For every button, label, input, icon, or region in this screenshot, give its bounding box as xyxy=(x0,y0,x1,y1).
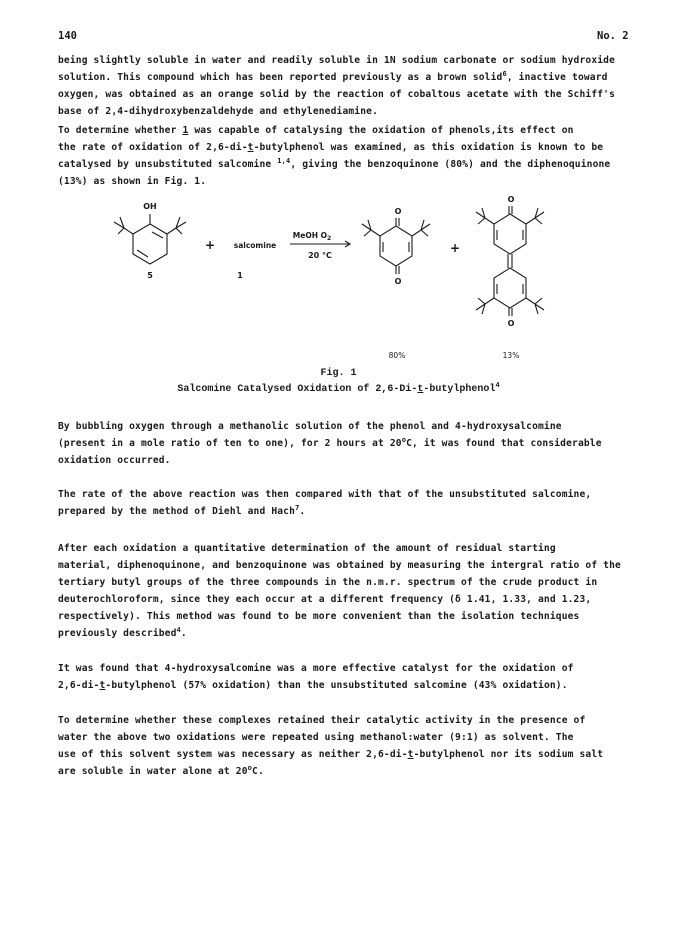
text-line: previously described$^4$. xyxy=(58,626,187,639)
text-line: catalysed by unsubstituted salcomine $^{1,4}$, giving the benzoquinone (80%) and the diphenoquinone xyxy=(58,157,611,170)
o-label: O xyxy=(394,207,402,216)
text-line: the rate of oxidation of 2,6-di-t-butylphenol was examined, as this oxidation is known to be xyxy=(58,142,604,153)
text-line: To determine whether 1 was capable of catalysing the oxidation of phenols,its effect on xyxy=(58,125,574,136)
o-label: O xyxy=(394,277,402,286)
temperature-label: 20 °C xyxy=(308,251,332,260)
diphenoquinone-upper-ring xyxy=(494,214,526,254)
paragraph-2 xyxy=(58,122,633,190)
journal-issue: No. 2 xyxy=(597,30,629,42)
paragraph-7 xyxy=(58,712,633,780)
text-line: are soluble in water alone at 20$^o$C. xyxy=(58,764,264,777)
text-line: After each oxidation a quantitative determination of the amount of residual starting xyxy=(58,543,556,554)
phenol-ring xyxy=(133,224,167,264)
text-line: 2,6-di-t-butylphenol (57% oxidation) than the unsubstituted salcomine (43% oxidation). xyxy=(58,680,568,691)
text-line: solution. This compound which has been reported previously as a brown solid$^6$, inactive toward xyxy=(58,70,608,83)
diphenoquinone-lower-ring xyxy=(494,268,526,308)
text-line: water the above two oxidations were repeated using methanol:water (9:1) as solvent. The xyxy=(58,732,574,743)
text-line: respectively). This method was found to be more convenient than the isolation techniques xyxy=(58,611,580,622)
reaction-scheme xyxy=(100,192,570,362)
yield-benzoquinone: 80% xyxy=(388,351,406,360)
text-line: (13%) as shown in Fig. 1. xyxy=(58,176,207,187)
o-label: O xyxy=(507,319,515,328)
text-line: By bubbling oxygen through a methanolic solution of the phenol and 4-hydroxysalcomine xyxy=(58,421,562,432)
oh-label: OH xyxy=(143,202,157,211)
plus-sign: + xyxy=(449,241,461,255)
page-number: 140 xyxy=(58,30,77,42)
text-line: It was found that 4-hydroxysalcomine was a more effective catalyst for the oxidation of xyxy=(58,663,574,674)
paragraph-4 xyxy=(58,486,633,520)
text-line: tertiary butyl groups of the three compounds in the n.m.r. spectrum of the crude product in xyxy=(58,577,598,588)
paragraph-1 xyxy=(58,52,633,120)
text-line: being slightly soluble in water and readily soluble in 1N sodium carbonate or sodium hydroxide xyxy=(58,55,616,66)
yield-diphenoquinone: 13% xyxy=(502,351,520,360)
figure-caption: Salcomine Catalysed Oxidation of 2,6-Di-t-butylphenol$^4$ xyxy=(177,382,500,395)
text-line: (present in a mole ratio of ten to one), for 2 hours at 20$^o$C, it was found that considerable xyxy=(58,436,602,449)
paragraph-6 xyxy=(58,660,633,694)
text-line: oxygen, was obtained as an orange solid by the reaction of cobaltous acetate with the Schiff's xyxy=(58,89,616,100)
text-line: The rate of the above reaction was then compared with that of the unsubstituted salcomine, xyxy=(58,489,592,500)
salcomine-label: salcomine xyxy=(233,241,277,250)
text-line: To determine whether these complexes retained their catalytic activity in the presence of xyxy=(58,715,586,726)
conditions-label: MeOH $O_2$ xyxy=(292,231,332,242)
o-label: O xyxy=(507,195,515,204)
plus-sign: + xyxy=(204,238,216,252)
benzoquinone-ring xyxy=(380,226,412,266)
paragraph-5 xyxy=(58,540,633,642)
text-line: prepared by the method of Diehl and Hach$^7$. xyxy=(58,504,306,517)
text-line: deuterochloroform, since they each occur at a different frequency (δ 1.41, 1.33, and 1.23, xyxy=(58,594,592,605)
catalyst-number: 1 xyxy=(237,271,243,280)
text-line: use of this solvent system was necessary as neither 2,6-di-t-butylphenol nor its sodium salt xyxy=(58,749,604,760)
compound-number: 5 xyxy=(147,271,153,280)
text-line: base of 2,4-dihydroxybenzaldehyde and ethylenediamine. xyxy=(58,106,378,117)
paragraph-3 xyxy=(58,418,633,469)
text-line: oxidation occurred. xyxy=(58,455,171,466)
text-line: material, diphenoquinone, and benzoquinone was obtained by measuring the intergral ratio of the xyxy=(58,560,621,571)
tbutyl-left xyxy=(114,217,133,234)
tbutyl-right xyxy=(167,217,186,234)
figure-label: Fig. 1 xyxy=(320,368,357,379)
